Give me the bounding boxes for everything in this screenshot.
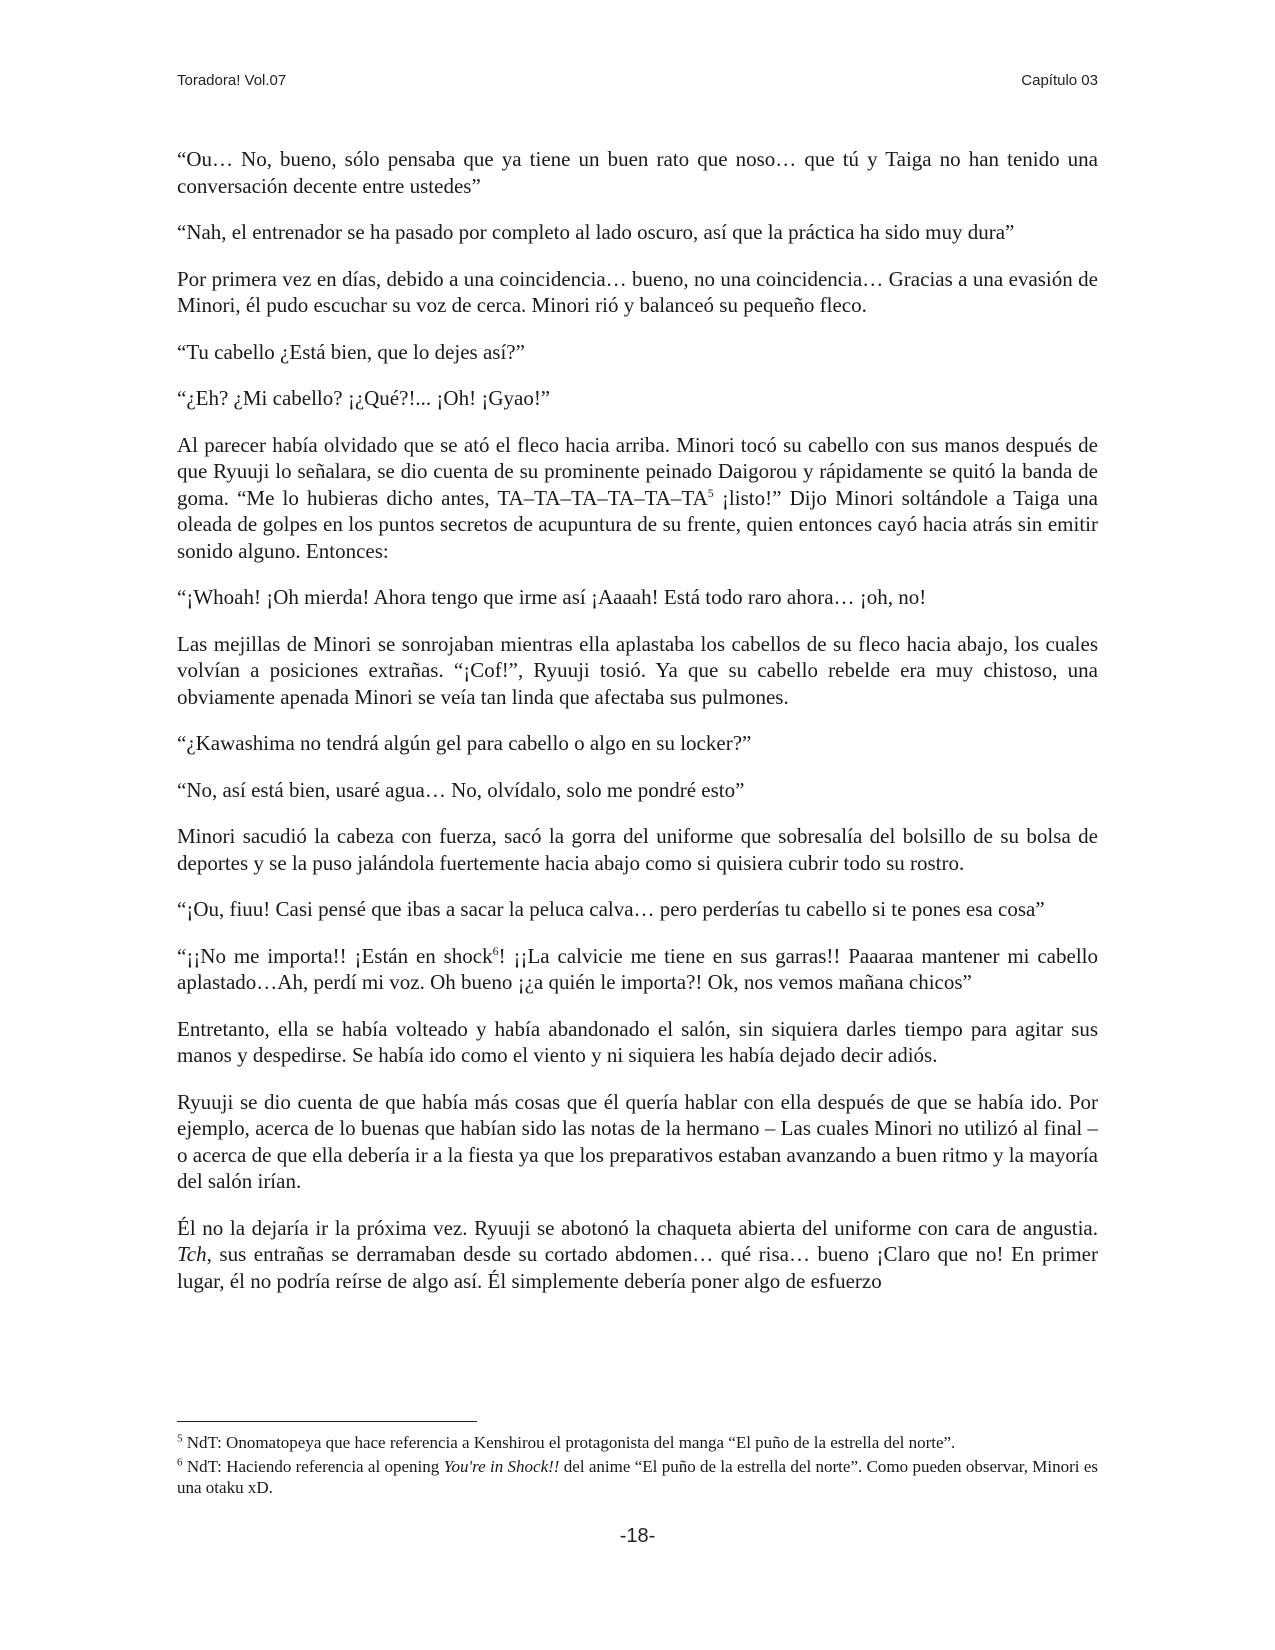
paragraph-11: Minori sacudió la cabeza con fuerza, sacó la gorra del uniforme que sobresalía del bolsillo de su bolsa de deportes y se la puso jalándola fuertemente hacia abajo como si quisiera cubrir todo su rostro.	[177, 824, 1098, 875]
footnote-5-number: 5	[177, 1432, 183, 1445]
header-chapter: Capítulo 03	[1021, 72, 1098, 89]
footnote-6-part-a: NdT: Haciendo referencia al opening	[182, 1457, 444, 1476]
paragraph-13-part-b: ! ¡¡La calvicie me tiene en sus garras!! Paaaraa mantener mi cabello aplastado…Ah, perdí mi voz. Oh bueno ¡¿a quién le importa?! Ok, nos vemos mañana chicos”	[177, 943, 1098, 994]
footnote-6-part-b: del anime “El puño de la estrella del norte”. Como pueden observar, Minori es una otaku xD.	[177, 1457, 1099, 1497]
paragraph-16-part-b: , sus entrañas se derramaban desde su cortado abdomen… qué risa… bueno ¡Claro que no! En primer lugar, él no podría reírse de algo así. Él simplemente debería poner algo de esfuerzo	[177, 1242, 1098, 1293]
paragraph-15: Ryuuji se dio cuenta de que había más cosas que él quería hablar con ella después de que se había ido. Por ejemplo, acerca de lo buenas que habían sido las notas de la hermano – Las cuales Minori no utilizó al final – o acerca de que ella debería ir a la fiesta ya que los preparativos estaban avanzando a buen ritmo y la mayoría del salón irían.	[177, 1089, 1098, 1193]
paragraph-7: “¡Whoah! ¡Oh mierda! Ahora tengo que irme así ¡Aaaah! Está todo raro ahora… ¡oh, no!	[177, 585, 927, 609]
footnotes	[177, 1432, 1098, 1501]
footnote-ref-5: 5	[707, 485, 714, 500]
footnote-6-emphasis: You're in Shock!!	[443, 1457, 560, 1476]
footnote-5	[177, 1432, 1098, 1453]
paragraph-16-emphasis: Tch	[177, 1242, 207, 1266]
paragraph-2: “Nah, el entrenador se ha pasado por completo al lado oscuro, así que la práctica ha sido muy dura”	[177, 220, 1015, 244]
paragraph-5: “¿Eh? ¿Mi cabello? ¡¿Qué?!... ¡Oh! ¡Gyao!”	[177, 386, 551, 410]
footnote-ref-6: 6	[492, 943, 499, 958]
paragraph-6-part-b: ¡listo!” Dijo Minori soltándole a Taiga una oleada de golpes en los puntos secretos de acupuntura de su frente, quien entonces cayó hacia atrás sin emitir sonido alguno. Entonces:	[177, 485, 1098, 563]
header-book-title: Toradora! Vol.07	[177, 72, 287, 89]
paragraph-9: “¿Kawashima no tendrá algún gel para cabello o algo en su locker?”	[177, 731, 752, 755]
paragraph-10: “No, así está bien, usaré agua… No, olvídalo, solo me pondré esto”	[177, 777, 745, 802]
footnote-6	[177, 1456, 1098, 1498]
paragraph-1: “Ou… No, bueno, sólo pensaba que ya tiene un buen rato que noso… que tú y Taiga no han tenido una conversación decente entre ustedes”	[177, 147, 1098, 198]
footnote-6-number: 6	[177, 1456, 183, 1469]
paragraph-16	[177, 1215, 1098, 1295]
paragraph-8: Las mejillas de Minori se sonrojaban mientras ella aplastaba los cabellos de su fleco hacia abajo, los cuales volvían a posiciones extrañas. “¡Cof!”, Ryuuji tosió. Ya que su cabello rebelde era muy chistoso, una obviamente apenada Minori se veía tan linda que afectaba sus pulmones.	[177, 631, 1098, 709]
paragraph-16-part-a: Él no la dejaría ir la próxima vez. Ryuuji se abotonó la chaqueta abierta del uniforme con cara de angustia.	[177, 1215, 1098, 1240]
paragraph-4: “Tu cabello ¿Está bien, que lo dejes así?”	[177, 339, 525, 364]
paragraph-3: Por primera vez en días, debido a una coincidencia… bueno, no una coincidencia… Gracias a una evasión de Minori, él pudo escuchar su voz de cerca. Minori rió y balanceó su pequeño fleco.	[177, 266, 1098, 317]
body-text	[177, 146, 1098, 1314]
paragraph-14: Entretanto, ella se había volteado y había abandonado el salón, sin siquiera darles tiempo para agitar sus manos y despedirse. Se había ido como el viento y ni siquiera les había dejado decir adiós.	[177, 1016, 1098, 1067]
paragraph-13	[177, 943, 1098, 996]
paragraph-12: “¡Ou, fiuu! Casi pensé que ibas a sacar la peluca calva… pero perderías tu cabello si te pones esa cosa”	[177, 897, 1045, 921]
footnote-divider	[177, 1421, 477, 1422]
paragraph-13-part-a: “¡¡No me importa!! ¡Están en shock	[177, 943, 493, 968]
page-number: -18-	[619, 1525, 656, 1547]
running-header	[177, 72, 1098, 96]
paragraph-6	[177, 432, 1098, 565]
paragraph-6-part-a: Al parecer había olvidado que se ató el fleco hacia arriba. Minori tocó su cabello con sus manos después de que Ryuuji lo señalara, se dio cuenta de su prominente peinado Daigorou y rápidamente se quitó la banda de goma. “Me lo hubieras dicho antes, TA–TA–TA–TA–TA–TA	[177, 432, 1098, 510]
footnote-5-text: NdT: Onomatopeya que hace referencia a Kenshirou el protagonista del manga “El puño de la estrella del norte”.	[182, 1433, 956, 1452]
